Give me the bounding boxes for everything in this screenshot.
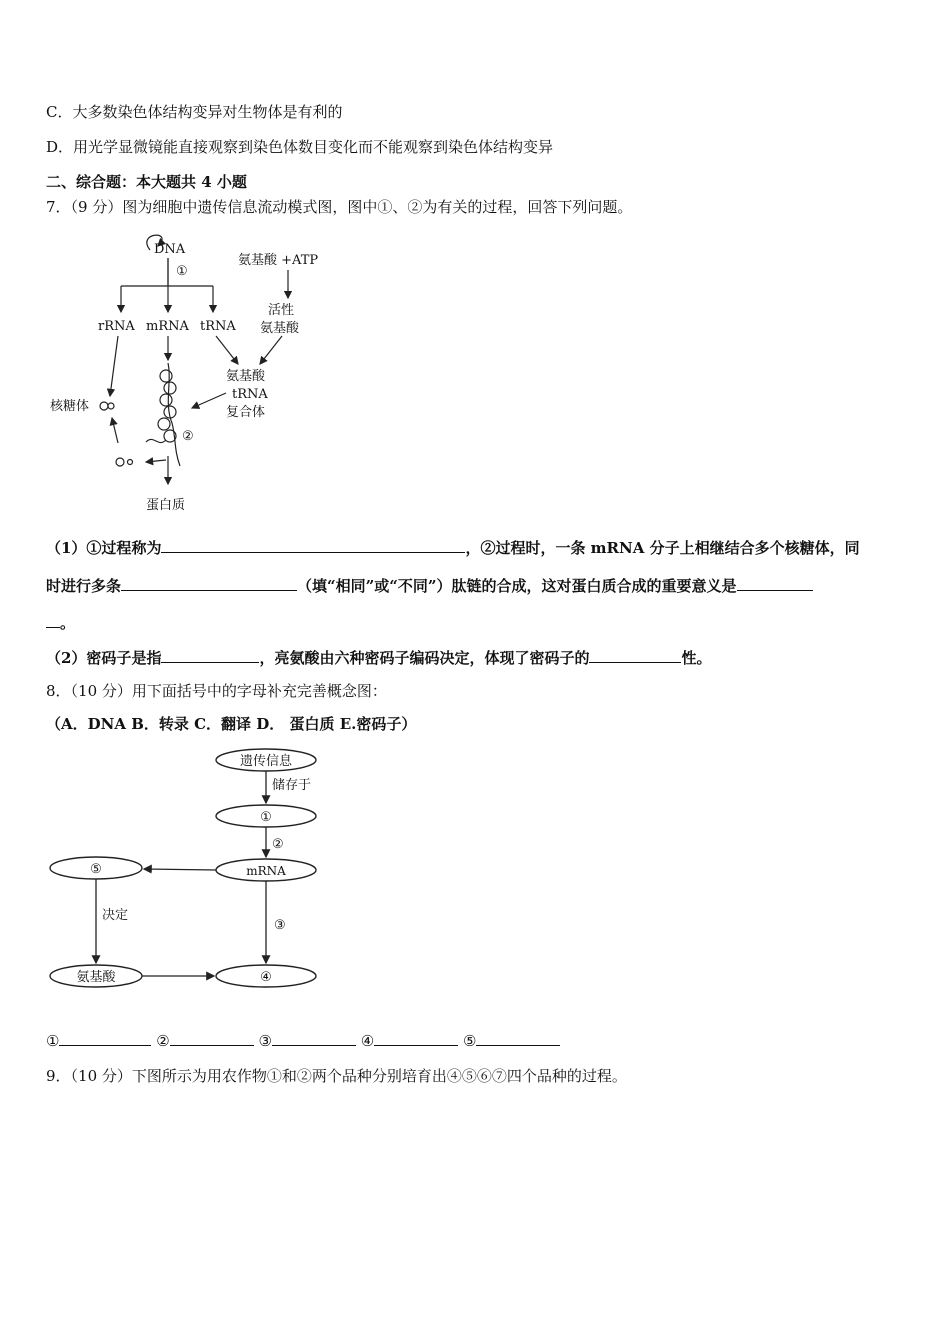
fig7-active1: 活性 [268,303,295,318]
fig8-stored: 储存于 [272,778,312,793]
fig8-mrna: mRNA [246,864,286,878]
option-c: C．大多数染色体结构变异对生物体是有利的 [46,103,343,121]
q8-blank-1[interactable] [59,1030,151,1046]
q7-part1-line2: 时进行多条 （填“相同”或“不同”）肽链的合成，这对蛋白质合成的重要意义是 [46,575,813,596]
q7-part1-line3: 。 [46,612,75,633]
fig7-complex3: 复合体 [226,405,266,420]
q8-blank-2[interactable] [170,1030,254,1046]
fig8-n5: ⑤ [90,862,102,877]
q8-blank-3[interactable] [272,1030,356,1046]
q8-blank-4[interactable] [374,1030,458,1046]
fig7-step2: ② [182,429,194,444]
q7-blank-meaning[interactable] [737,575,813,591]
q7-blank-codon[interactable] [161,647,259,663]
fig7-rrna: rRNA [98,319,135,334]
q8-choices: （A．DNA B．转录 C．翻译 D． 蛋白质 E.密码子） [46,715,417,733]
q7-stem: 7．（9 分）图为细胞中遗传信息流动模式图，图中①、②为有关的过程，回答下列问题。 [46,198,633,216]
fig7-mrna: mRNA [146,319,189,334]
option-d: D．用光学显微镜能直接观察到染色体数目变化而不能观察到染色体结构变异 [46,138,554,156]
fig8-n3: ③ [274,918,286,933]
q7-part2: （2）密码子是指 ，亮氨酸由六种密码子编码决定，体现了密码子的 性。 [46,649,712,667]
fig8-decide: 决定 [102,908,129,923]
q7-blank-same-diff[interactable] [121,575,297,591]
q7-blank-meaning-cont[interactable] [46,612,60,628]
fig7-trna: tRNA [200,319,236,334]
fig7-step1: ① [176,264,188,279]
fig8-n2: ② [272,837,284,852]
fig7-dna: DNA [154,242,186,257]
fig8-top: 遗传信息 [239,754,293,769]
q8-stem: 8．（10 分）用下面括号中的字母补充完善概念图： [46,682,387,700]
q8-answer-blanks: ① ② ③ ④ ⑤ [46,1030,560,1051]
q8-figure [46,744,336,1000]
fig7-active2: 氨基酸 [260,321,300,336]
q7-figure [46,228,346,518]
q7-part1-line1: （1）①过程称为 ，②过程时，一条 mRNA 分子上相继结合多个核糖体，同 [46,539,860,557]
q7-blank-process1[interactable] [161,537,465,553]
fig7-protein: 蛋白质 [146,498,186,513]
fig7-ribosome: 核糖体 [50,399,90,414]
q8-blank-5[interactable] [476,1030,560,1046]
fig8-aa: 氨基酸 [76,970,116,985]
fig7-aa-atp: 氨基酸 +ATP [238,253,319,268]
fig8-n4: ④ [260,970,272,985]
q7-blank-property[interactable] [589,647,681,663]
fig7-complex2: tRNA [232,387,268,402]
fig7-complex1: 氨基酸 [226,369,266,384]
q9-stem: 9．（10 分）下图所示为用农作物①和②两个品种分别培育出④⑤⑥⑦四个品种的过程。 [46,1067,627,1085]
section-heading: 二、综合题：本大题共 4 小题 [46,173,247,191]
fig8-n1: ① [260,810,272,825]
